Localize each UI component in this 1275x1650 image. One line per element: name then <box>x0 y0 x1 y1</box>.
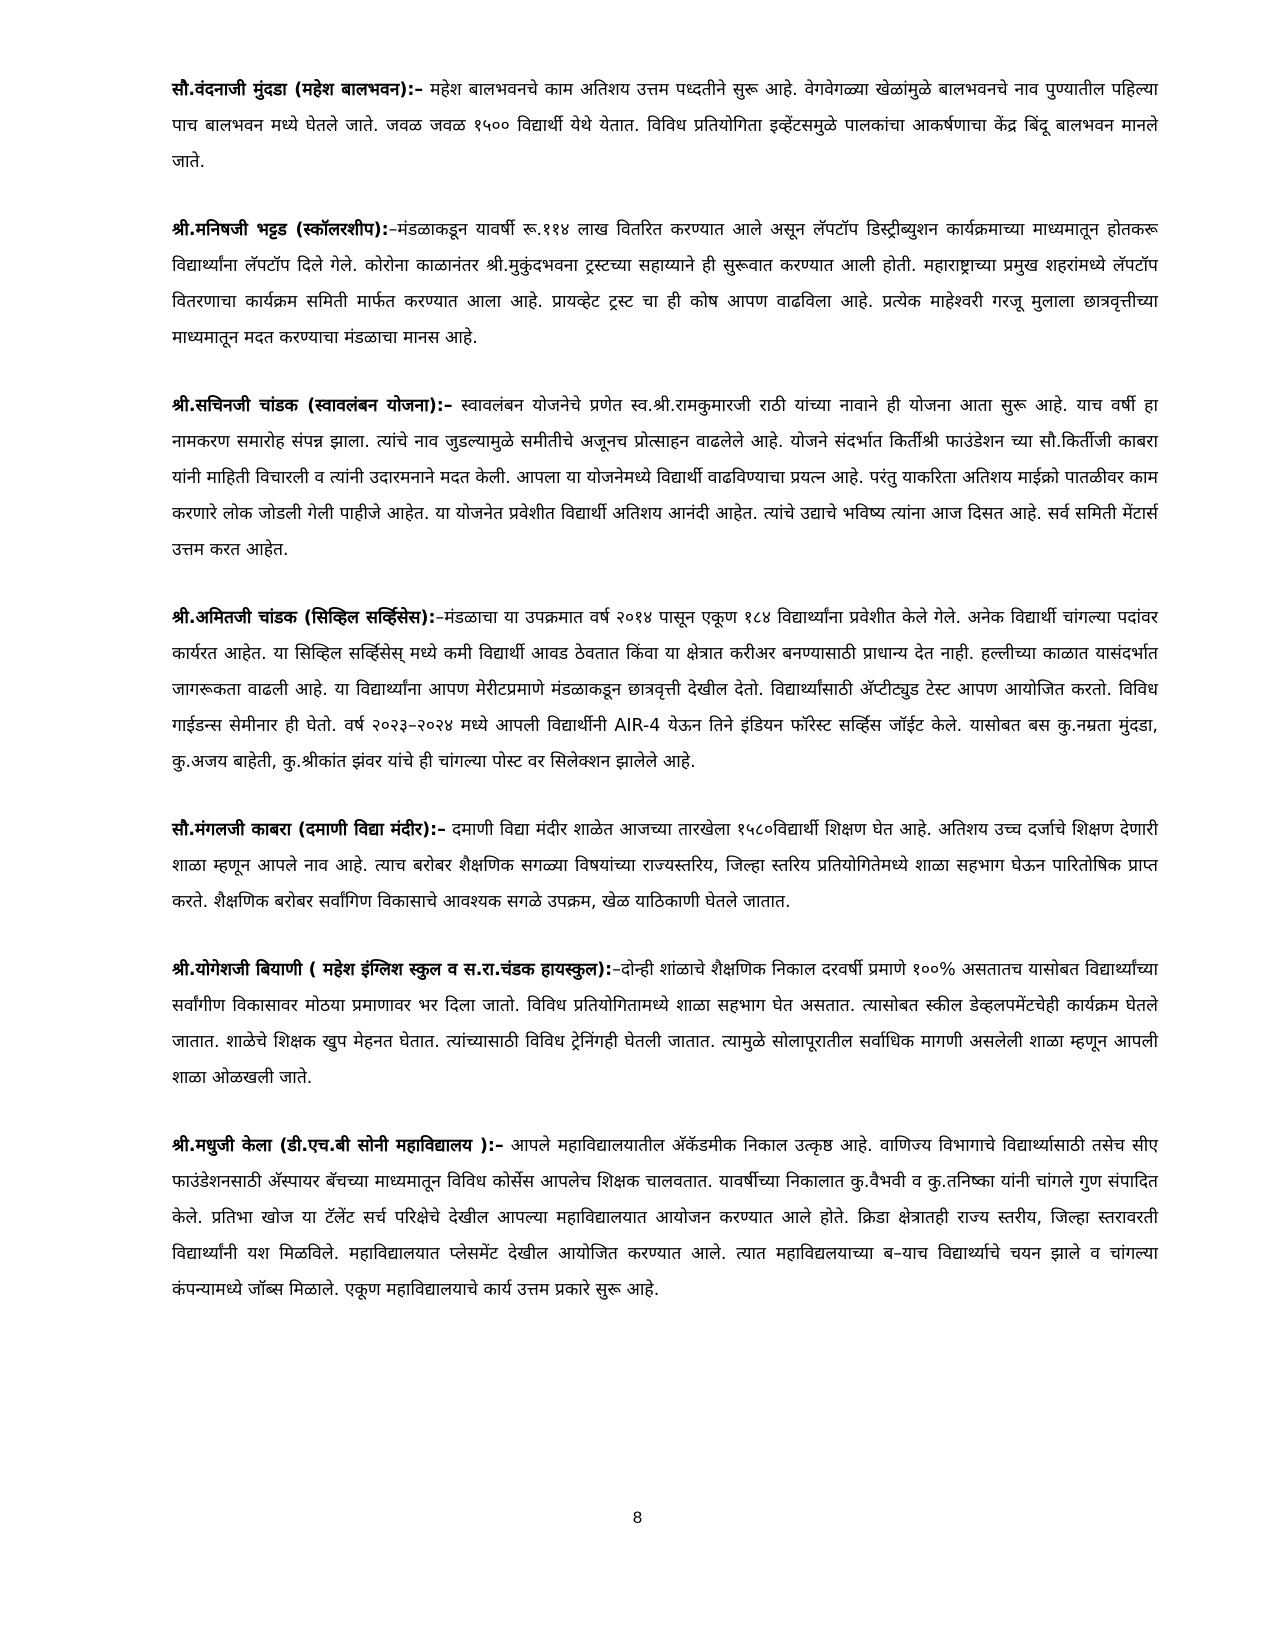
paragraph-heading: श्री.अमितजी चांडक (सिव्हिल सर्व्हिसेस): <box>172 608 436 628</box>
paragraph-heading: श्री.मधुजी केला (डी.एच.बी सोनी महाविद्यालय ):– <box>172 1136 504 1156</box>
paragraph-body: दमाणी विद्या मंदीर शाळेत आजच्या तारखेला १५८०विद्यार्थी शिक्षण घेत आहे. अतिशय उच्च दर्जाचे शिक्षण देणारी शाळा म्हणून आपले नाव आहे. त्याच बरोबर शैक्षणिक सगळ्या विषयांच्या राज्यस्तरिय, जिल्हा स्तरिय प्रतियोगितेमध्ये शाळा सहभाग घेऊन पारितोषिक प्राप्त करते. शैक्षणिक बरोबर सर्वांगिण विकासाचे आवश्यक सगळे उपक्रम, खेळ याठिकाणी घेतले जातात. <box>172 820 1158 912</box>
paragraph-scholarship <box>172 212 1158 356</box>
paragraph-body: –मंडळाचा या उपक्रमात वर्ष २०१४ पासून एकूण १८४ विद्यार्थ्यांना प्रवेशीत केले गेले. अनेक विद्यार्थी चांगल्या पदांवर कार्यरत आहेत. या सिव्हिल सर्व्हिसेस् मध्ये कमी विद्यार्थी आवड ठेवतात किंवा या क्षेत्रात करीअर बनण्यासाठी प्राधान्य देत नाही. हल्लीच्या काळात यासंदर्भात जागरूकता वाढली आहे. या विद्यार्थ्यांना आपण मेरीटप्रमाणे मंडळाकडून छात्रवृत्ती देखील देतो. विद्यार्थ्यांसाठी अ‍ॅप्टीट्युड टेस्ट आपण आयोजित करतो. विविध गाईडन्स सेमीनार ही घेतो. वर्ष २०२३–२०२४ मध्ये आपली विद्यार्थीनी AIR-4 येऊन तिने इंडियन फॉरेस्ट सर्व्हिस जॉईट केले. यासोबत बस कु.नम्रता मुंदडा, कु.अजय बाहेती, कु.श्रीकांत झंवर यांचे ही चांगल्या पोस्ट वर सिलेक्शन झालेले आहे. <box>172 608 1158 772</box>
paragraph-heading: सौ.मंगलजी काबरा (दमाणी विद्या मंदीर):– <box>172 820 446 840</box>
paragraph-body: –मंडळाकडून यावर्षी रू.११४ लाख वितरित करण्यात आले असून लॅपटॉप डिस्ट्रीब्युशन कार्यक्रमाच्या माध्यमातून होतकरू विद्यार्थ्यांना लॅपटॉप दिले गेले. कोरोना काळानंतर श्री.मुकुंदभवना ट्रस्टच्या सहाय्याने ही सुरूवात करण्यात आली होती. महाराष्ट्राच्या प्रमुख शहरांमध्ये लॅपटॉप वितरणाचा कार्यक्रम समिती मार्फत करण्यात आला आहे. प्रायव्हेट ट्रस्ट चा ही कोष आपण वाढविला आहे. प्रत्येक माहेश्वरी गरजू मुलाला छात्रवृत्तीच्या माध्यमातून मदत करण्याचा मंडळाचा मानस आहे. <box>172 220 1158 348</box>
paragraph-heading: श्री.मनिषजी भट्टड (स्कॉलरशीप): <box>172 220 389 240</box>
paragraph-dhb-soni-college <box>172 1128 1158 1308</box>
paragraph-swavalamban-yojana <box>172 388 1158 568</box>
paragraph-body: आपले महाविद्यालयातील अ‍ॅकॅडमीक निकाल उत्कृष्ठ आहे. वाणिज्य विभागाचे विद्यार्थ्यासाठी तसेच सीए फाउंडेशनसाठी अ‍ॅस्पायर बॅचच्या माध्यमातून विविध कोर्सेस आपलेच शिक्षक चालवतात. यावर्षीच्या निकालात कु.वैभवी व कु.तनिष्का यांनी चांगले गुण संपादित केले. प्रतिभा खोज या टॅलेंट सर्च परिक्षेचे देखील आपल्या महाविद्यालयात आयोजन करण्यात आले होते. क्रिडा क्षेत्रातही राज्य स्तरीय, जिल्हा स्तरावरती विद्यार्थ्यांनी यश मिळविले. महाविद्यालयात प्लेसमेंट देखील आयोजित करण्यात आले. त्यात महाविद्यलयाच्या ब–याच विद्यार्थ्याचे चयन झाले व चांगल्या कंपन्यामध्ये जॉब्स मिळाले. एकूण महाविद्यालयाचे कार्य उत्तम प्रकारे सुरू आहे. <box>172 1136 1158 1300</box>
paragraph-body: –दोन्ही शांळाचे शैक्षणिक निकाल दरवर्षी प्रमाणे १००% असतातच यासोबत विद्यार्थ्यांच्या सर्वांगीण विकासावर मोठया प्रमाणावर भर दिला जातो. विविध प्रतियोगितामध्ये शाळा सहभाग घेत असतात. त्यासोबत स्कील डेव्हलपमेंटचेही कार्यक्रम घेतले जातात. शाळेचे शिक्षक खुप मेहनत घेतात. त्यांच्यासाठी विविध ट्रेनिंगही घेतली जातात. त्यामुळे सोलापूरातील सर्वाधिक मागणी असलेली शाळा म्हणून आपली शाळा ओळखली जाते. <box>172 960 1158 1088</box>
document-page <box>172 72 1158 1340</box>
paragraph-body: महेश बालभवनचे काम अतिशय उत्तम पध्दतीने सुरू आहे. वेगवेगळ्या खेळांमुळे बालभवनचे नाव पुण्यातील पहिल्या पाच बालभवन मध्ये घेतले जाते. जवळ जवळ १५०० विद्यार्थी येथे येतात. विविध प्रतियोगिता इव्हेंटसमुळे पालकांचा आकर्षणाचा केंद्र बिंदू बालभवन मानले जाते. <box>172 80 1159 172</box>
paragraph-body: स्वावलंबन योजनेचे प्रणेत स्व.श्री.रामकुमारजी राठी यांच्या नावाने ही योजना आता सुरू आहे. याच वर्षी हा नामकरण समारोह संपन्न झाला. त्यांचे नाव जुडल्यामुळे समीतीचे अजूनच प्रोत्साहन वाढलेले आहे. योजने संदर्भात किर्तीश्री फाउंडेशन च्या सौ.किर्तीजी काबरा यांनी माहिती विचारली व त्यांनी उदारमनाने मदत केली. आपला या योजनेमध्ये विद्यार्थी वाढविण्याचा प्रयत्न आहे. परंतु याकरिता अतिशय माईक्रो पातळीवर काम करणारे लोक जोडली गेली पाहीजे आहेत. या योजनेत प्रवेशीत विद्यार्थी अतिशय आनंदी आहेत. त्यांचे उद्याचे भविष्य त्यांना आज दिसत आहे. सर्व समिती मेंटार्स उत्तम करत आहेत. <box>172 396 1158 560</box>
paragraph-mahesh-english-school <box>172 952 1158 1096</box>
paragraph-heading: श्री.योगेशजी बियाणी ( महेश इंग्लिश स्कुल व स.रा.चंडक हायस्कुल): <box>172 960 613 980</box>
paragraph-heading: सौ.वंदनाजी मुंदडा (महेश बालभवन):– <box>172 80 424 100</box>
paragraph-damani-vidya-mandir <box>172 812 1158 920</box>
paragraph-mahesh-balbhavan <box>172 72 1158 180</box>
paragraph-civil-services <box>172 600 1158 780</box>
paragraph-heading: श्री.सचिनजी चांडक (स्वावलंबन योजना):– <box>172 396 453 416</box>
page-number: 8 <box>632 1508 643 1527</box>
